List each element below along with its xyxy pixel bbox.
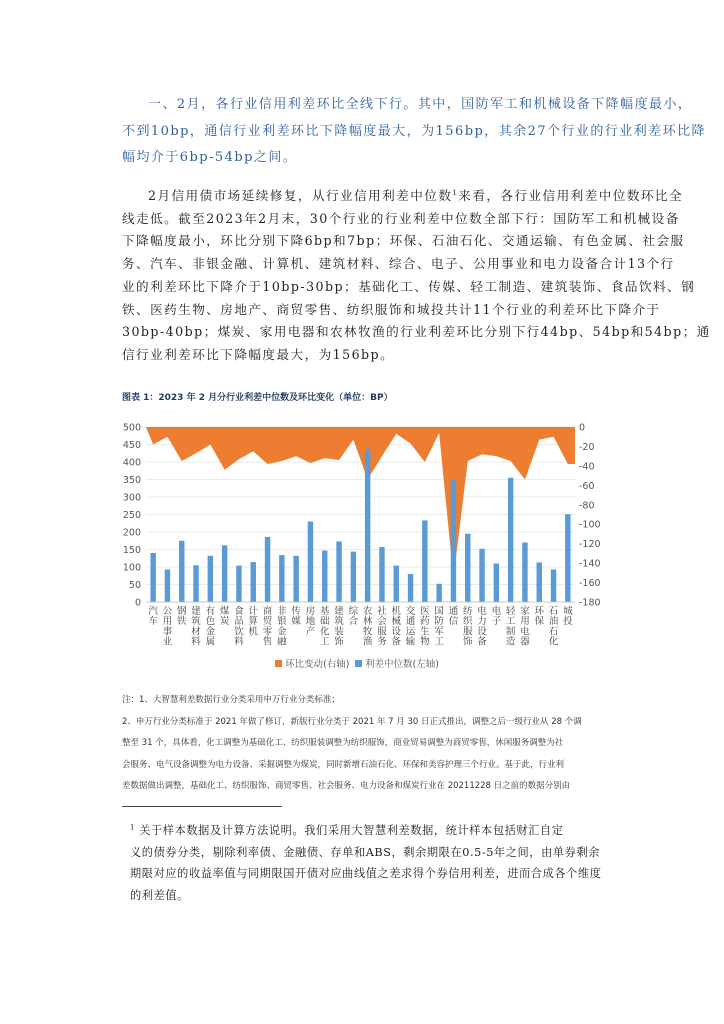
category-label: 建筑装饰 xyxy=(334,606,344,648)
spread-bar xyxy=(279,555,284,602)
spread-bar xyxy=(165,569,170,602)
legend-label-change: 环比变动(右轴) xyxy=(285,659,350,670)
left-axis-tick: 0 xyxy=(134,597,141,609)
left-axis-tick: 250 xyxy=(122,510,141,521)
category-label: 轻工制造 xyxy=(505,606,516,648)
spread-bar xyxy=(336,541,341,602)
left-axis-tick: 350 xyxy=(122,475,141,486)
right-axis-tick: -140 xyxy=(579,558,601,570)
body-line: 业的利差环比下降介于10bp-30bp；基础化工、传媒、轻工制造、建筑装饰、食品饮料、钢 xyxy=(122,278,696,294)
summary-line: 一、2月，各行业信用利差环比全线下行。其中，国防军工和机械设备下降幅度最小， xyxy=(148,97,693,112)
footnote-mark: 1 xyxy=(130,823,136,832)
category-label: 煤炭 xyxy=(219,606,230,628)
left-axis-tick: 300 xyxy=(122,492,141,504)
category-label: 钢铁 xyxy=(176,606,187,628)
spread-bar xyxy=(408,574,413,602)
body-line: 下降幅度最小，环比分别下降6bp和7bp；环保、石油石化、交通运输、有色金属、社会服 xyxy=(122,233,685,249)
category-label: 汽车 xyxy=(148,606,158,628)
body-line xyxy=(122,185,683,208)
right-axis-tick: -100 xyxy=(579,519,601,531)
spread-bar xyxy=(551,569,556,602)
spread-bar xyxy=(193,565,198,602)
left-axis-tick: 100 xyxy=(122,562,141,574)
spread-bar xyxy=(422,520,427,602)
category-label: 房地产 xyxy=(305,606,316,638)
note-line: 注：1、大智慧利差数据行业分类采用申万行业分类标准； xyxy=(122,695,340,705)
category-label: 社会服务 xyxy=(377,606,387,648)
body-line: 信行业利差环比下降幅度最大，为156bp。 xyxy=(122,346,395,362)
category-label: 计算机 xyxy=(248,606,259,638)
spread-bar xyxy=(365,450,370,602)
spread-bar xyxy=(451,480,456,602)
right-axis-tick: -40 xyxy=(579,461,595,473)
summary-line: 不到10bp，通信行业利差环比下降幅度最大，为156bp，其余27个行业的行业利差环比降 xyxy=(122,123,706,139)
legend-swatch-spread xyxy=(355,660,362,667)
category-label: 食品饮料 xyxy=(234,606,244,648)
note-line: 整至 31 个，具体看，化工调整为基础化工、纺织服装调整为纺织服饰，商业贸易调整为商贸零售，休闲服务调整为社 xyxy=(122,738,564,748)
body-line: 30bp-40bp；煤炭、家用电器和农林牧渔的行业利差环比分别下行44bp、54bp和54bp；通 xyxy=(122,324,711,340)
category-label: 电子 xyxy=(491,606,502,628)
category-label: 石油石化 xyxy=(548,606,559,648)
footnote-divider xyxy=(122,806,282,807)
body-line: 务、汽车、非银金融、计算机、建筑材料、综合、电子、公用事业和电力设备合计13个行 xyxy=(122,256,675,272)
spread-bar xyxy=(565,514,570,602)
body-paragraph xyxy=(122,185,711,367)
right-axis-tick: -180 xyxy=(579,597,601,609)
right-axis-tick: -120 xyxy=(579,539,601,551)
category-label: 交通运输 xyxy=(405,606,416,648)
category-label: 纺织服饰 xyxy=(462,606,473,648)
category-label: 家用电器 xyxy=(520,606,530,648)
spread-bar xyxy=(479,549,484,602)
spread-bar xyxy=(208,556,213,602)
category-label: 公用事业 xyxy=(162,606,173,648)
right-axis-tick: -160 xyxy=(579,578,601,590)
footnote xyxy=(130,820,615,906)
footnote-line xyxy=(130,820,615,842)
category-label: 综合 xyxy=(348,606,359,628)
spread-bar xyxy=(379,547,384,602)
body-text: 2月信用债市场延续修复，从行业信用利差中位数 xyxy=(148,188,453,203)
category-label: 商贸零售 xyxy=(262,606,273,648)
spread-bar xyxy=(179,541,184,602)
chart-notes xyxy=(122,690,622,798)
footnote-line: 的利差值。 xyxy=(130,888,189,902)
left-axis-tick: 450 xyxy=(122,440,141,451)
spread-bar xyxy=(236,566,241,602)
category-label: 医药生物 xyxy=(420,606,430,648)
spread-bar xyxy=(351,552,356,602)
spread-bar xyxy=(494,564,499,603)
legend-label-spread: 利差中位数(左轴) xyxy=(365,659,439,670)
note-line: 2、申万行业分类标准于 2021 年做了修订，新版行业分类于 2021 年 7 月 30 日正式推出，调整之后一级行业从 28 个调 xyxy=(122,716,582,727)
left-axis-tick: 150 xyxy=(122,545,141,556)
spread-bar xyxy=(537,562,542,602)
category-label: 建筑材料 xyxy=(191,606,201,648)
category-label: 有色金属 xyxy=(205,606,216,648)
body-line: 铁、医药生物、房地产、商贸零售、纺织服饰和城投共计11个行业的利差环比下降介于 xyxy=(122,301,661,317)
note-line: 会服务、电气设备调整为电力设备、采掘调整为煤炭，同时新增石油石化、环保和美容护理三个行业。基于此，行业利 xyxy=(122,759,565,770)
right-axis-tick: -60 xyxy=(579,480,595,492)
category-label: 环保 xyxy=(534,606,545,628)
category-label: 基础化工 xyxy=(319,606,330,648)
left-axis-tick: 400 xyxy=(122,457,141,469)
summary-line: 幅均介于6bp-54bp之间。 xyxy=(122,150,298,165)
spread-bar xyxy=(465,534,470,602)
footnote-text: 关于样本数据及计算方法说明。我们采用大智慧利差数据，统计样本包括财汇自定 xyxy=(139,824,564,837)
footnote-reference[interactable]: 1 xyxy=(452,188,459,197)
summary-paragraph xyxy=(122,92,706,172)
body-line: 线走低。截至2023年2月末，30个行业的行业利差中位数全部下行：国防军工和机械设备 xyxy=(122,210,680,226)
spread-bar xyxy=(436,584,441,602)
spread-bar xyxy=(522,543,527,603)
category-label: 电力设备 xyxy=(477,606,487,648)
category-label: 机械设备 xyxy=(391,606,402,648)
spread-bar xyxy=(265,537,270,602)
spread-bar xyxy=(293,556,298,602)
footnote-line: 期限对应的收益率值与同期限国开债对应曲线值之差求得个券信用利差，进而合成各个维度 xyxy=(130,867,602,880)
right-axis-tick: -20 xyxy=(579,441,595,453)
spread-bar xyxy=(508,478,513,602)
spread-bar xyxy=(394,566,399,602)
industry-spread-chart xyxy=(110,410,601,685)
category-label: 通信 xyxy=(448,606,459,628)
category-label: 城投 xyxy=(563,606,573,628)
note-line: 差数据做出调整，基础化工、纺织服饰、商贸零售、社会服务、电力设备和煤炭行业在 20211228 日之前的数据分别由 xyxy=(122,781,571,791)
left-axis-tick: 200 xyxy=(122,527,141,539)
right-axis-tick: -80 xyxy=(579,500,595,512)
spread-bar xyxy=(322,551,327,602)
footnote-line: 义的债券分类，剔除利率债、金融债、存单和ABS，剩余期限在0.5-5年之间，由单券剩余 xyxy=(130,845,601,859)
spread-bar xyxy=(251,562,256,602)
category-label: 农林牧渔 xyxy=(362,606,373,648)
spread-bar xyxy=(308,522,313,603)
category-label: 国防军工 xyxy=(434,606,444,648)
right-axis-tick: 0 xyxy=(579,422,586,434)
chart-title: 图表 1：2023 年 2 月分行业利差中位数及环比变化（单位：BP） xyxy=(122,393,393,403)
spread-bar xyxy=(150,553,155,602)
category-label: 非银金融 xyxy=(277,606,287,648)
spread-bar xyxy=(222,545,227,602)
body-text: 来看，各行业信用利差中位数环比全 xyxy=(458,188,683,203)
left-axis-tick: 500 xyxy=(122,422,141,434)
category-label: 传媒 xyxy=(291,606,301,628)
left-axis-tick: 50 xyxy=(128,580,141,591)
legend-swatch-change xyxy=(275,660,282,667)
